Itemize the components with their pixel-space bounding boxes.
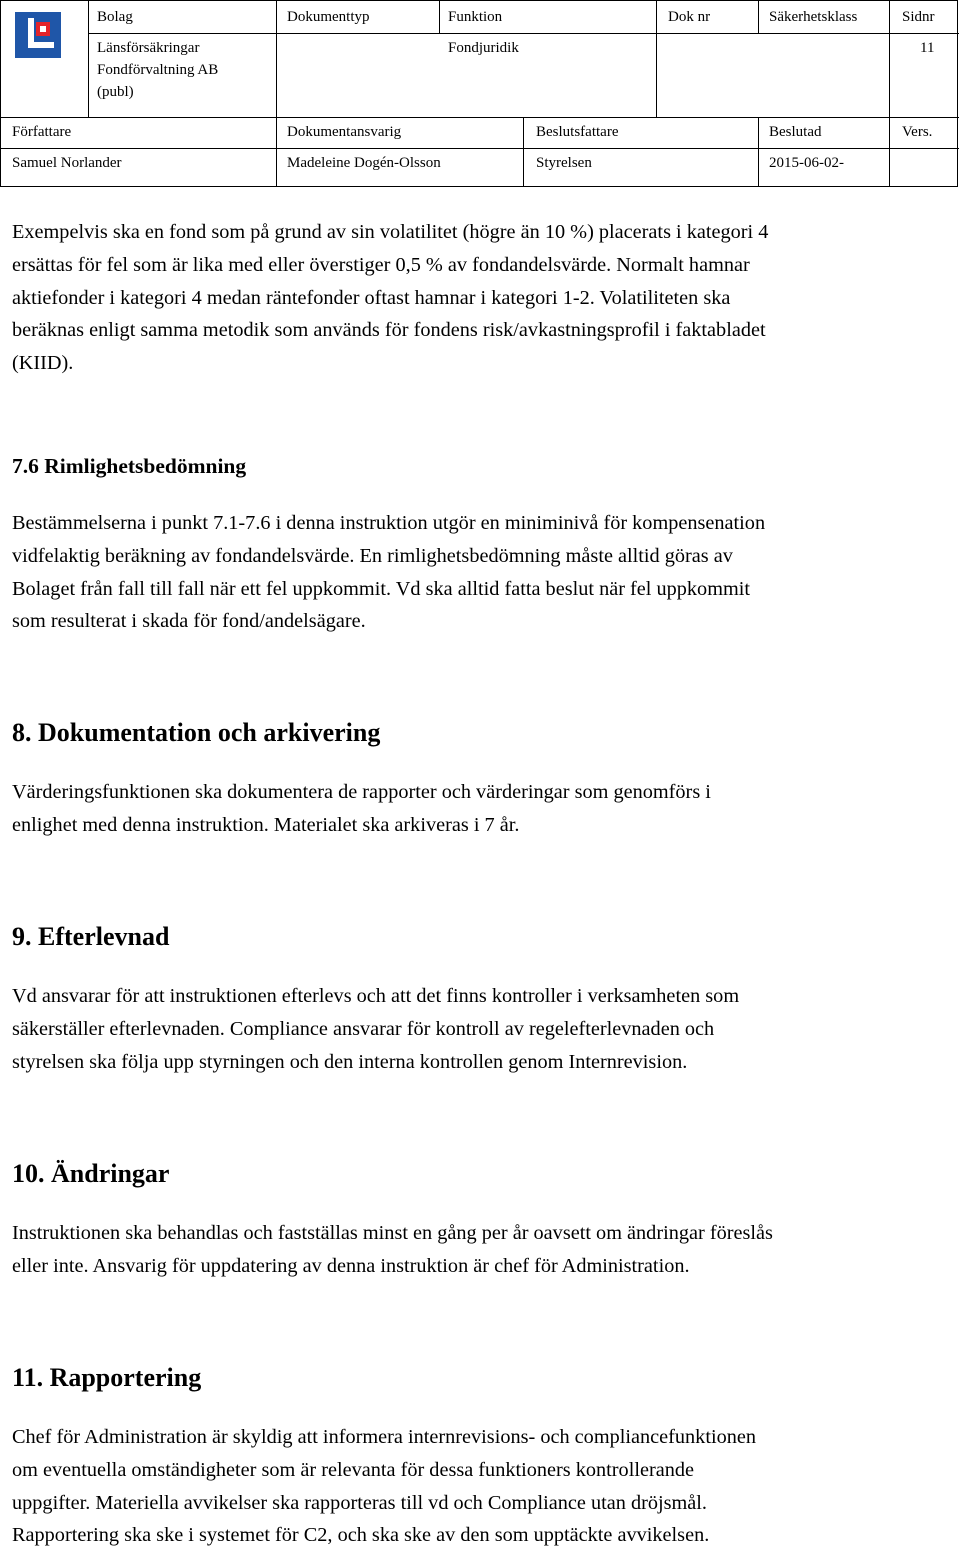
text-line: Rapportering ska ske i systemet för C2, och ska ske av den som upptäckte avvikelsen. [12, 1524, 710, 1547]
text-line: Instruktionen ska behandlas och fastställas minst en gång per år oavsett om ändringar föreslås [12, 1222, 773, 1244]
author-value: Samuel Norlander [12, 155, 122, 171]
section-9-paragraph [12, 980, 948, 1078]
label-funktion: Funktion [448, 9, 503, 25]
label-dok-nr: Dok nr [668, 9, 711, 25]
function-value: Fondjuridik [448, 40, 519, 56]
text-line: styrelsen ska följa upp styrningen och den interna kontrollen genom Internrevision. [12, 1050, 688, 1073]
label-beslutad: Beslutad [769, 124, 822, 140]
label-forfattare: Författare [12, 124, 72, 140]
text-line: säkerställer efterlevnaden. Compliance ansvarar för kontroll av regelefterlevnaden och [12, 1017, 715, 1040]
section-7-6-heading: 7.6 Rimlighetsbedömning [12, 454, 247, 478]
text-line: ersättas för fel som är lika med eller överstiger 0,5 % av fondandelsvärde. Normalt hamnar [12, 253, 750, 276]
section-9-heading: 9. Efterlevnad [12, 922, 170, 951]
section-7-6-paragraph [12, 507, 948, 638]
intro-paragraph [12, 216, 948, 380]
decision-maker-value: Styrelsen [536, 155, 592, 171]
label-dokumenttyp: Dokumenttyp [287, 9, 370, 25]
section-10-heading: 10. Ändringar [12, 1159, 170, 1188]
document-header-table [0, 0, 958, 187]
section-10-paragraph [12, 1217, 948, 1283]
company-name-line-3: (publ) [97, 84, 134, 100]
text-line: vidfelaktig beräkning av fondandelsvärde. En rimlighetsbedömning måste alltid göras av [12, 544, 733, 567]
label-dokumentansvarig: Dokumentansvarig [287, 124, 402, 140]
page-number: 11 [920, 40, 935, 56]
text-line: enlighet med denna instruktion. Materialet ska arkiveras i 7 år. [12, 813, 520, 836]
text-line: om eventuella omständigheter som är relevanta för dessa funktioners kontrollerande [12, 1458, 695, 1481]
text-line: Exempelvis ska en fond som på grund av sin volatilitet (högre än 10 %) placerats i kategori 4 [12, 221, 769, 243]
text-line: eller inte. Ansvarig för uppdatering av denna instruktion är chef för Administration. [12, 1254, 690, 1277]
label-vers: Vers. [902, 124, 933, 140]
text-line: Bolaget från fall till fall när ett fel uppkommit. Vd ska alltid fatta beslut när fel uppkommit [12, 577, 751, 600]
text-line: beräknas enligt samma metodik som används för fondens risk/avkastningsprofil i faktabladet [12, 319, 766, 342]
text-line: uppgifter. Materiella avvikelser ska rapporteras till vd och Compliance utan dröjsmål. [12, 1491, 707, 1514]
text-line: aktiefonder i kategori 4 medan räntefonder oftast hamnar i kategori 1-2. Volatiliteten ska [12, 286, 731, 309]
company-name-line-1: Länsförsäkringar [97, 40, 200, 56]
label-sakerhetsklass: Säkerhetsklass [769, 9, 858, 25]
decision-date-value: 2015-06-02- [769, 155, 844, 171]
text-line: Värderingsfunktionen ska dokumentera de rapporter och värderingar som genomförs i [12, 781, 711, 803]
label-sidnr: Sidnr [902, 9, 935, 25]
text-line: Bestämmelserna i punkt 7.1-7.6 i denna instruktion utgör en miniminivå för kompensenation [12, 512, 766, 534]
label-beslutsfattare: Beslutsfattare [536, 124, 619, 140]
label-bolag: Bolag [97, 9, 133, 25]
section-8-heading: 8. Dokumentation och arkivering [12, 718, 381, 747]
text-line: som resulterat i skada för fond/andelsägare. [12, 610, 366, 633]
section-8-paragraph [12, 776, 948, 842]
text-line: Chef för Administration är skyldig att informera internrevisions- och compliancefunktionen [12, 1426, 757, 1448]
text-line: Vd ansvarar för att instruktionen efterlevs och att det finns kontroller i verksamheten som [12, 985, 740, 1007]
company-name-line-2: Fondförvaltning AB [97, 62, 219, 78]
text-line: (KIID). [12, 352, 74, 375]
section-11-heading: 11. Rapportering [12, 1363, 202, 1392]
document-owner-value: Madeleine Dogén-Olsson [287, 155, 441, 171]
company-logo-icon [15, 12, 61, 58]
section-11-paragraph [12, 1421, 948, 1552]
